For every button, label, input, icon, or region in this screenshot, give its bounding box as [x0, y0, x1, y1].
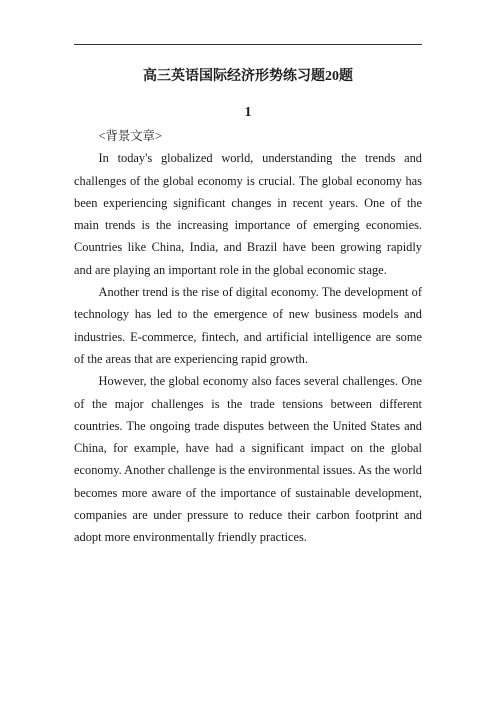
section-label: <背景文章> [98, 129, 163, 143]
document-title: 高三英语国际经济形势练习题20题 [143, 69, 353, 84]
article-paragraph-1: In today's globalized world, understanding the trends and challenges of the global economy is crucial. The global economy has been experiencing significant changes in recent years. One of the main trends is the increasing importance of emerging economies. Countries like China, India, and Brazil have been growing rapidly and are playing an important role in the global economic stage. [74, 151, 422, 277]
background-article [74, 125, 422, 549]
header-rule [74, 44, 422, 45]
article-paragraph-2: Another trend is the rise of digital economy. The development of technology has led to the emergence of new business models and industries. E-commerce, fintech, and artificial intelligence are some of the areas that are experiencing rapid growth. [74, 285, 422, 366]
article-paragraph-3: However, the global economy also faces several challenges. One of the major challenges is the trade tensions between different countries. The ongoing trade disputes between the United States and China, for example, have had a significant impact on the global economy. Another challenge is the environmental issues. As the world becomes more aware of the importance of sustainable development, companies are under pressure to reduce their carbon footprint and adopt more environmentally friendly practices. [74, 374, 422, 545]
section-number: 1 [244, 105, 252, 120]
